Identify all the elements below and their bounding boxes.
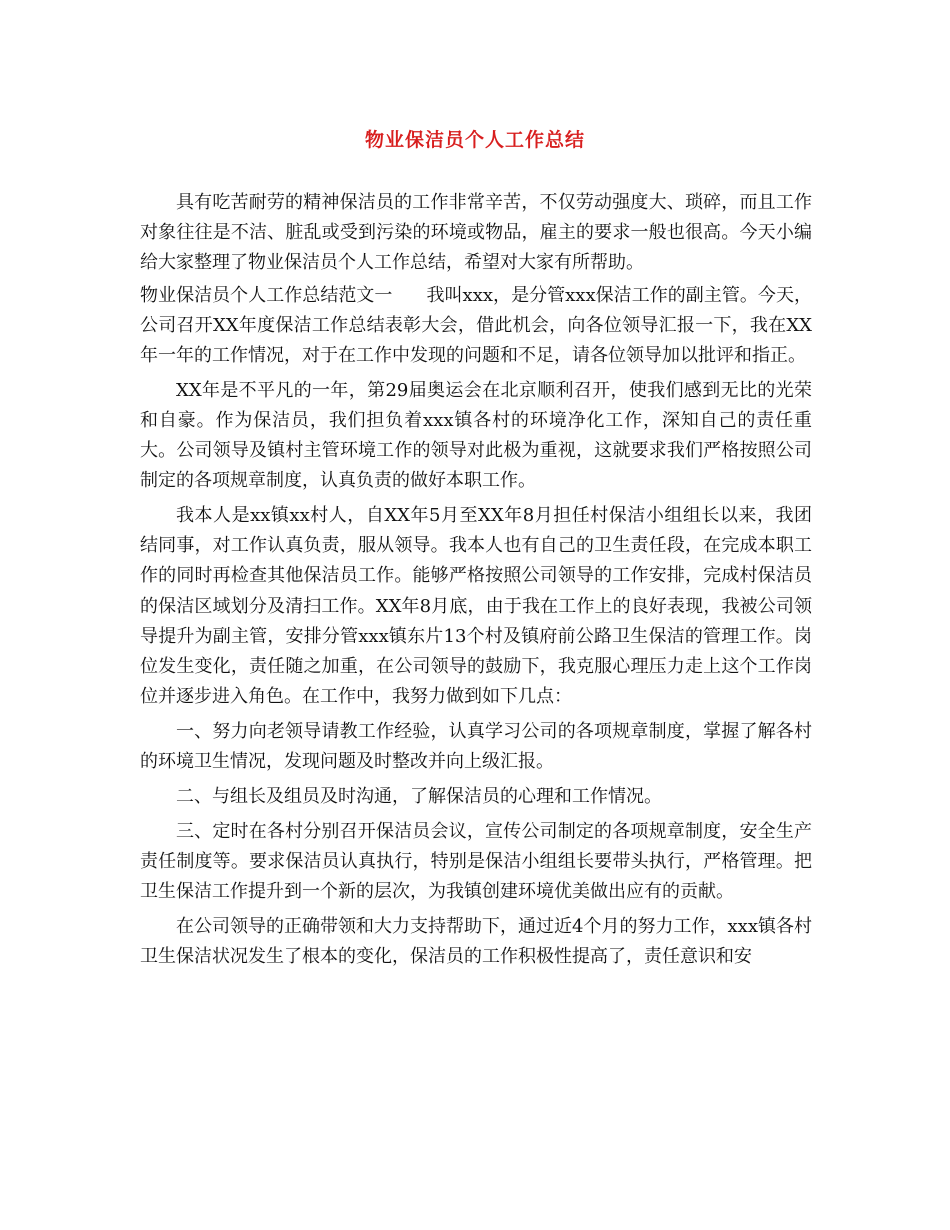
body-paragraph: 我本人是xx镇xx村人，自XX年5月至XX年8月担任村保洁小组组长以来，我团结同事，对工作认真负责，服从领导。我本人也有自己的卫生责任段，在完成本职工作的同时再检查其他保洁员工作。能够严格按照公司领导的工作安排，完成村保洁员的保洁区域划分及清扫工作。XX年8月底，由于我在工作上的良好表现，我被公司领导提升为副主管，安排分管xxx镇东片13个村及镇府前公路卫生保洁的管理工作。岗位发生变化，责任随之加重，在公司领导的鼓励下，我克服心理压力走上这个工作岗位并逐步进入角色。在工作中，我努力做到如下几点：	[140, 505, 812, 708]
body-paragraph: 一、努力向老领导请教工作经验，认真学习公司的各项规章制度，掌握了解各村的环境卫生情况，发现问题及时整改并向上级汇报。	[140, 720, 812, 773]
sample-intro: 我叫xxx，是分管xxx保洁工作的副主管。今天，公司召开XX年度保洁工作总结表彰大会，借此机会，向各位领导汇报一下，我在XX年一年的工作情况，对于在工作中发现的问题和不足，请各位领导加以批评和指正。	[140, 284, 812, 367]
body-paragraph: 在公司领导的正确带领和大力支持帮助下，通过近4个月的努力工作，xxx镇各村卫生保洁状况发生了根本的变化，保洁员的工作积极性提高了，责任意识和安	[140, 915, 812, 967]
intro-paragraph: 具有吃苦耐劳的精神保洁员的工作非常辛苦，不仅劳动强度大、琐碎，而且工作对象往往是不洁、脏乱或受到污染的环境或物品，雇主的要求一般也很高。今天小编给大家整理了物业保洁员个人工作总结，希望对大家有所帮助。	[140, 192, 812, 274]
body-paragraph: 三、定时在各村分别召开保洁员会议，宣传公司制定的各项规章制度，安全生产责任制度等。要求保洁员认真执行，特别是保洁小组组长要带头执行，严格管理。把卫生保洁工作提升到一个新的层次，为我镇创建环境优美做出应有的贡献。	[140, 820, 812, 902]
body-paragraph: 二、与组长及组员及时沟通，了解保洁员的心理和工作情况。	[176, 785, 662, 807]
sample-heading: 物业保洁员个人工作总结范文一	[140, 284, 393, 306]
sample-paragraph	[140, 281, 812, 372]
body-paragraph: XX年是不平凡的一年，第29届奥运会在北京顺利召开，使我们感到无比的光荣和自豪。作为保洁员，我们担负着xxx镇各村的环境净化工作，深知自己的责任重大。公司领导及镇村主管环境工作的领导对此极为重视，这就要求我们严格按照公司制定的各项规章制度，认真负责的做好本职工作。	[140, 379, 812, 492]
document-body	[140, 188, 812, 977]
document-title: 物业保洁员个人工作总结	[364, 129, 585, 151]
